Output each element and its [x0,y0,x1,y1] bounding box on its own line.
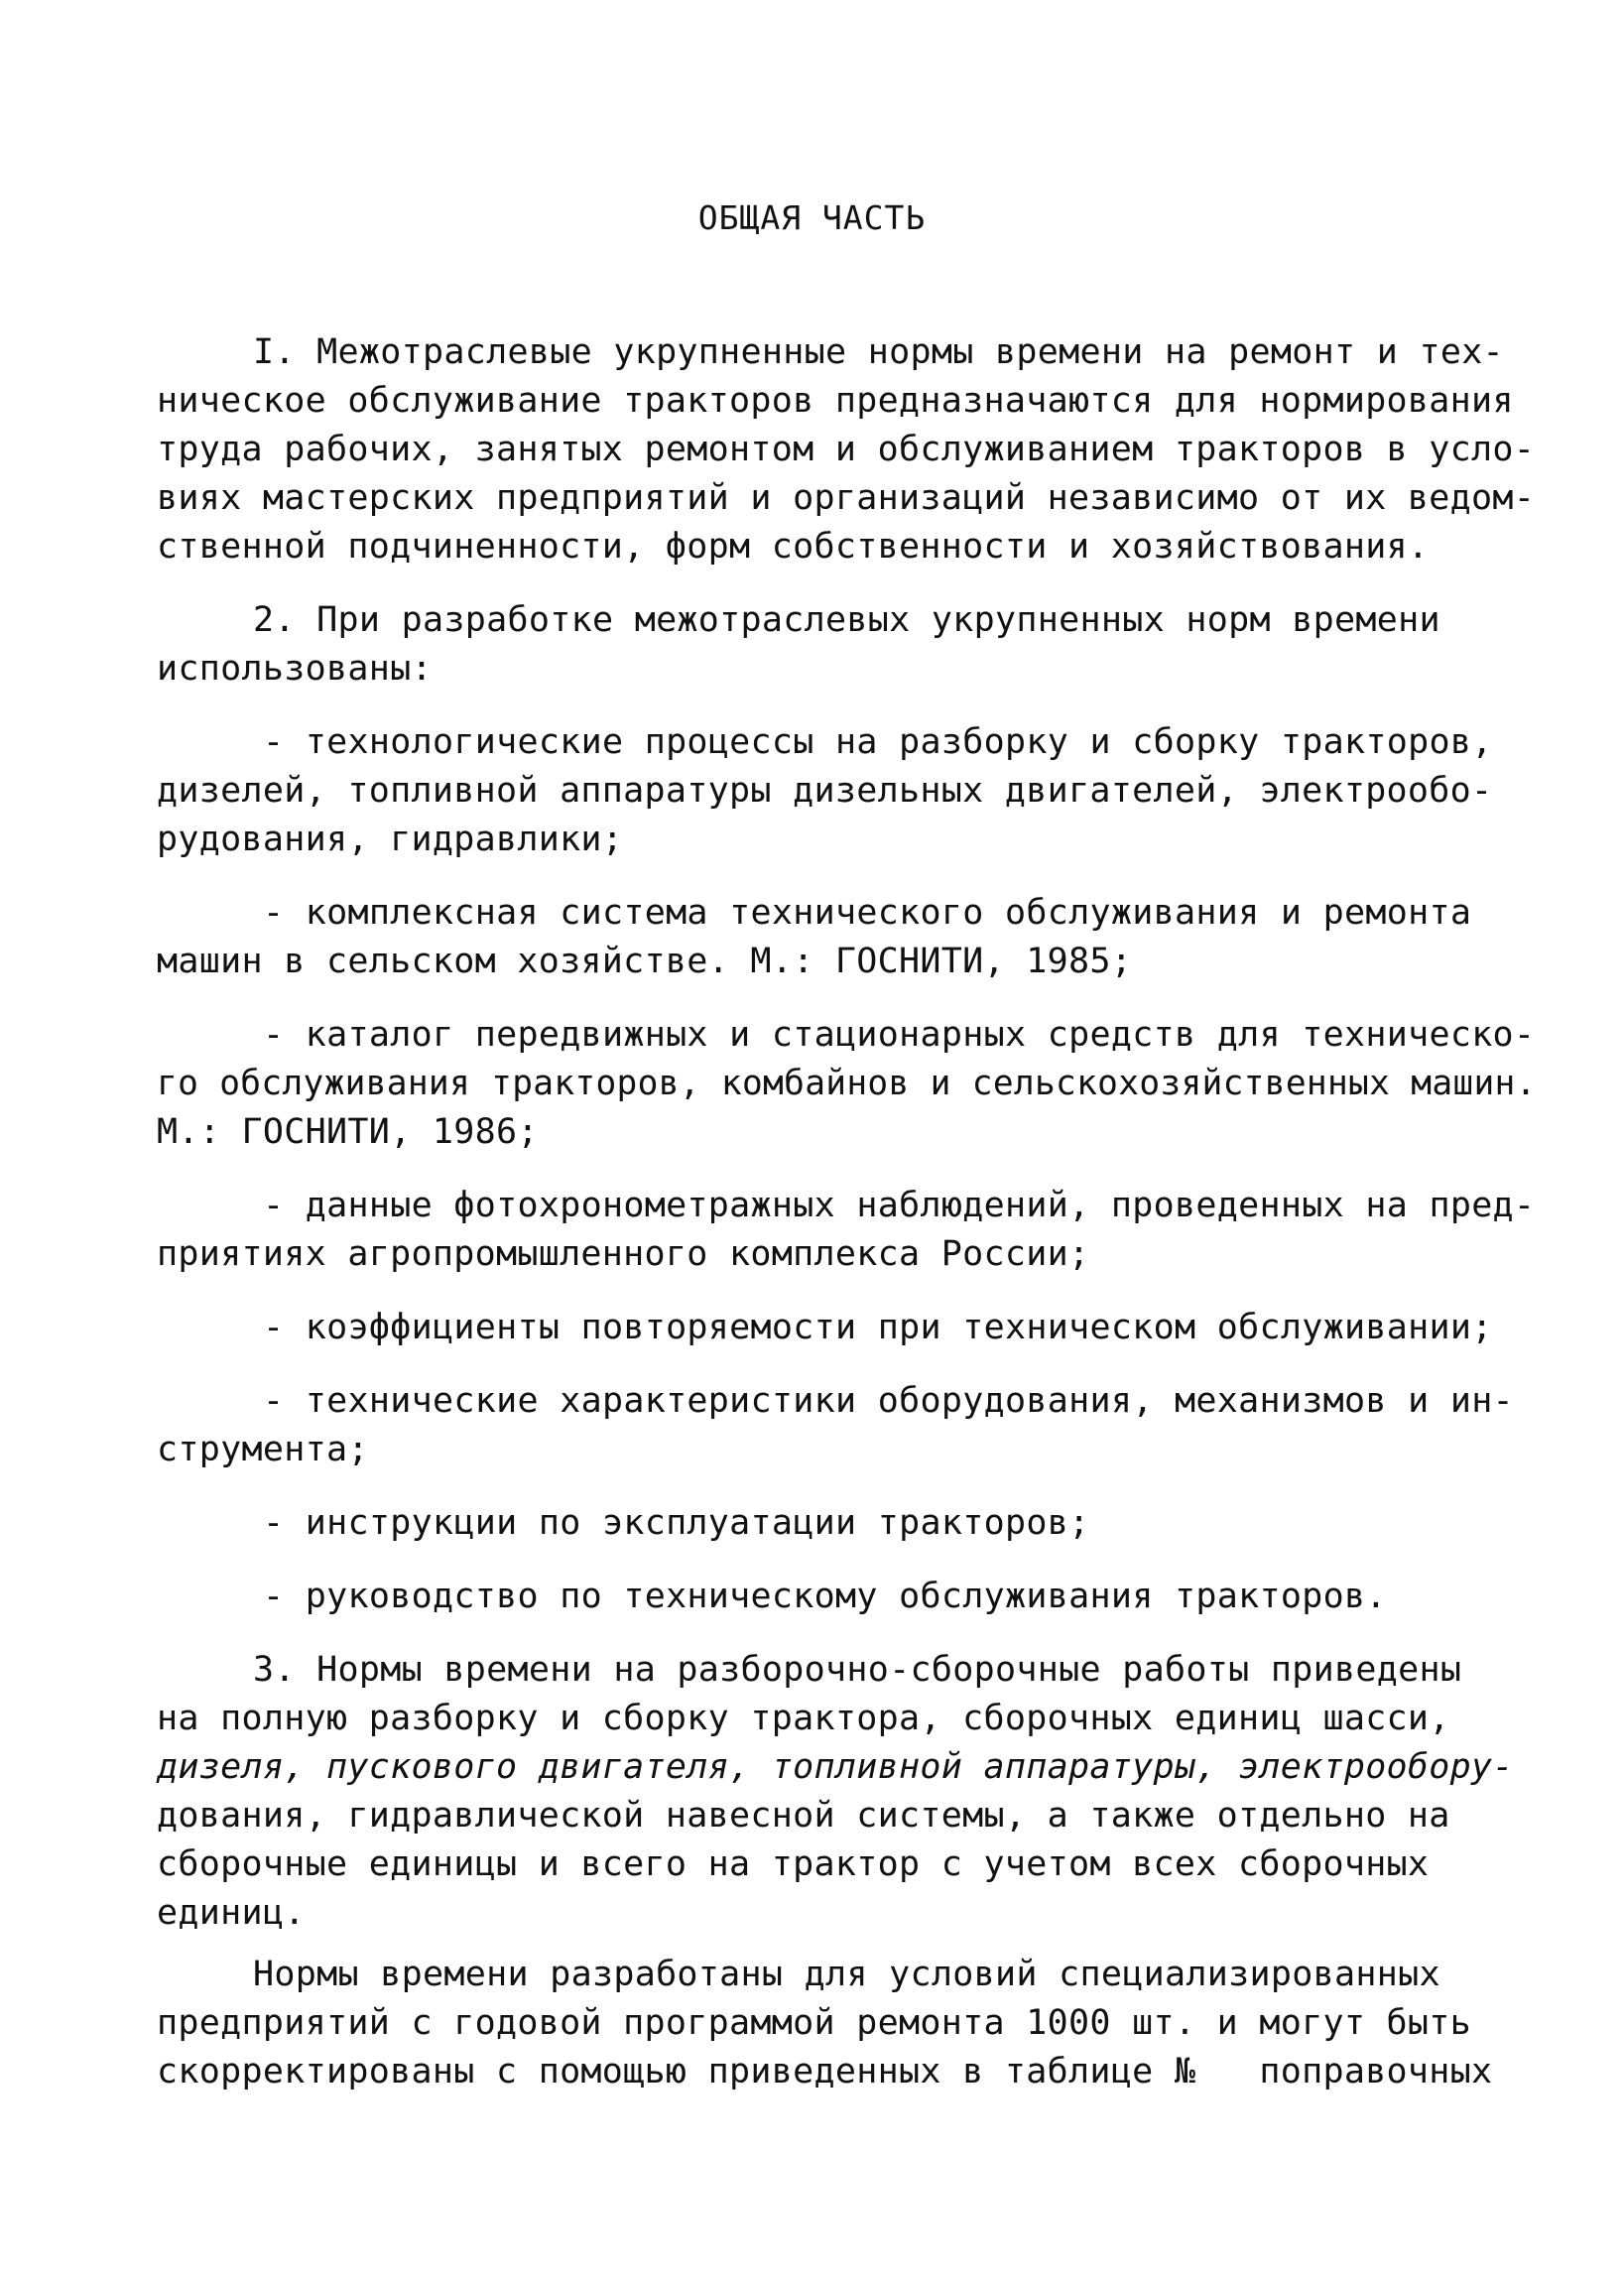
list-item-1-line-2: дизелей, топливной аппаратуры дизельных двигателей, электрообо- [157,771,1493,811]
paragraph-4-line-2: предприятий с годовой программой ремонта 1000 шт. и могут быть [157,2003,1472,2043]
list-item-8-line-1: - руководство по техническому обслуживания тракторов. [263,1577,1387,1616]
paragraph-2-line-2: использованы: [157,649,433,689]
list-item-6-line-2: струмента; [157,1430,369,1469]
paragraph-1-line-2: ническое обслуживание тракторов предназначаются для нормирования [157,381,1514,421]
paragraph-3-line-5: сборочные единицы и всего на трактор с учетом всех сборочных [157,1844,1430,1884]
paragraph-4-line-1: Нормы времени разработаны для условий специализированных [253,1955,1440,1994]
list-item-1-line-1: - технологические процессы на разборку и сборку тракторов, [263,722,1493,762]
list-item-1-line-3: рудования, гидравлики; [157,820,624,859]
list-item-4-line-2: приятиях агропромышленного комплекса России; [157,1234,1090,1274]
list-item-5-line-1: - коэффициенты повторяемости при техническом обслуживании; [263,1308,1493,1347]
paragraph-3-line-3: дизеля, пускового двигателя, топливной аппаратуры, электрообору- [157,1747,1514,1787]
list-item-3-line-2: го обслуживания тракторов, комбайнов и сельскохозяйственных машин. [157,1064,1537,1103]
list-item-6-line-1: - технические характеристики оборудования, механизмов и ин- [263,1381,1514,1421]
paragraph-1-line-5: ственной подчиненности, форм собственности и хозяйствования. [157,527,1430,567]
paragraph-2-line-1: 2. При разработке межотраслевых укрупненных норм времени [253,600,1440,640]
paragraph-3-line-6: единиц. [157,1893,306,1933]
list-item-3-line-1: - каталог передвижных и стационарных средств для техническо- [263,1015,1536,1055]
list-item-3-line-3: М.: ГОСНИТИ, 1986; [157,1112,539,1152]
paragraph-3-line-2: на полную разборку и сборку трактора, сборочных единиц шасси, [157,1699,1450,1738]
paragraph-4-line-3: скорректированы с помощью приведенных в таблице № поправочных [157,2052,1493,2091]
list-item-7-line-1: - инструкции по эксплуатации тракторов; [263,1503,1090,1543]
paragraph-1-line-4: виях мастерских предприятий и организаций независимо от их ведом- [157,478,1536,518]
section-title: ОБЩАЯ ЧАСТЬ [697,198,927,237]
paragraph-3-line-4: дования, гидравлической навесной системы, а также отдельно на [157,1796,1450,1836]
list-item-2-line-1: - комплексная система технического обслуживания и ремонта [263,893,1472,933]
list-item-4-line-1: - данные фотохронометражных наблюдений, проведенных на пред- [263,1186,1536,1225]
list-item-2-line-2: машин в сельском хозяйстве. М.: ГОСНИТИ, 1985; [157,942,1133,981]
paragraph-1-line-3: труда рабочих, занятых ремонтом и обслуживанием тракторов в усло- [157,430,1536,469]
paragraph-3-line-1: 3. Нормы времени на разборочно-сборочные работы приведены [253,1650,1462,1690]
paragraph-1-line-1: I. Межотраслевые укрупненные нормы времени на ремонт и тех- [253,332,1504,372]
